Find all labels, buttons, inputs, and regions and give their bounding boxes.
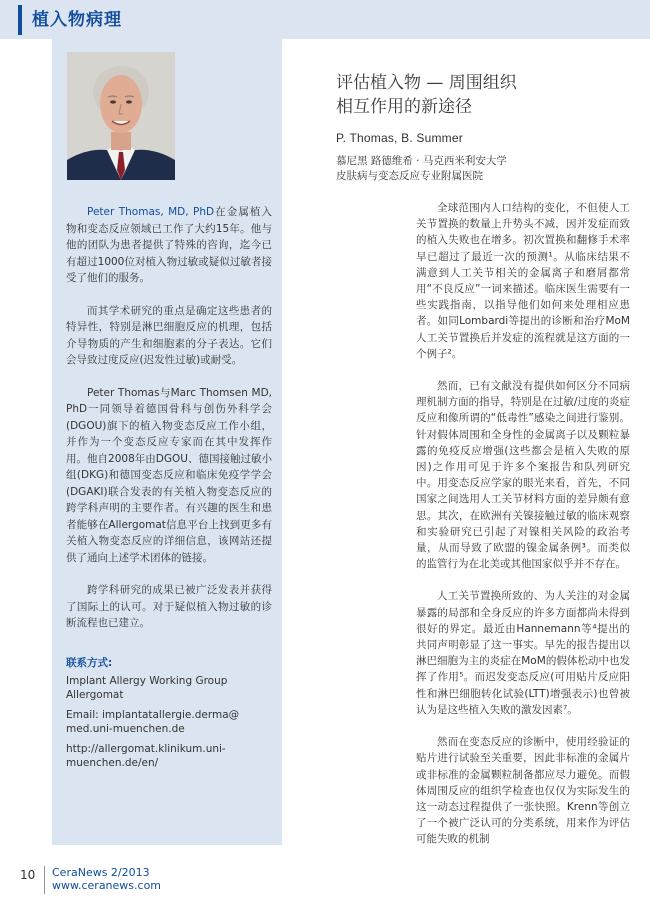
body-paragraph-3: 人工关节置换所致的、为人关注的对金属暴露的局部和全身反应的许多方面都尚未得到很好的界定。最近由Hannemann等⁴提出的共同声明彰显了这一事实。早先的报告提出以淋巴细胞为主的炎症在MoM的假体松动中也发挥了作用⁵。而迟发变态反应(可用贴片反应阳性和淋巴细胞转化试验(LTT)增强表示)也曾被认为是这些植入失败的激发因素⁷。 [416,590,630,716]
author-bio [66,204,272,648]
affiliation-line-1: 慕尼黑 路德维希 · 马克西米利安大学 [336,155,507,167]
publication-website[interactable]: www.ceranews.com [52,879,162,892]
bio-paragraph-3: Peter Thomas与Marc Thomsen MD, PhD一同领导着德国骨科与创伤外科学会(DGOU)旗下的植入物变态反应工作小组，并作为一个变态反应专家而在其中发挥作用。他自2008年由DGOU、德国接触过敏小组(DKG)和德国变态反应和临床免疫学学会(DGAKI)联合发表的有关植入物变态反应的跨学科声明的主要作者。有兴趣的医生和患者能够在Allergomat信息平台上找到更多有关植入物变态反应的详细信息，该网站还提供了通向上述学术团体的链接。 [66,386,272,564]
bio-author-name: Peter Thomas, MD, PhD [87,206,215,218]
contact-website-link[interactable]: http://allergomat.klinikum.uni-muenchen.de/en/ [66,743,226,769]
footer-divider [44,866,45,894]
article-title-line-1: 评估植入物 — 周围组织 [336,73,517,93]
bio-paragraph-2: 而其学术研究的重点是确定这些患者的特异性，特别是淋巴细胞反应的机理，包括介导物质的产生和细胞素的分子表达。它们会导致过度反应(迟发性过敏)或耐受。 [66,304,272,366]
article-authors: P. Thomas, B. Summer [336,131,463,145]
page-number: 10 [20,868,36,882]
bio-paragraph-1-text: 在金属植入物和变态反应领域已工作了大约15年。他与他的团队为患者提供了特殊的咨询，迄今已有超过1000位对植入物过敏或疑似过敏者接受了他们的服务。 [66,206,273,284]
author-photo [67,52,175,180]
contact-block [66,656,276,776]
contact-title: 联系方式: [66,657,113,669]
bio-paragraph-4: 跨学科研究的成果已被广泛发表并获得了国际上的认可。对于疑似植入物过敏的诊断流程也已建立。 [66,584,272,629]
bio-paragraph-1 [66,204,272,287]
article-body [416,200,630,864]
contact-email-line-1[interactable]: Email: implantatallergie.derma@ [66,709,240,721]
article-title-line-2: 相互作用的新途径 [336,97,472,117]
section-title: 植入物病理 [32,10,122,30]
contact-email[interactable] [66,708,276,736]
body-paragraph-4: 然而在变态反应的诊断中，使用经验证的贴片进行试验至关重要，因此非标准的金属片或非标准的金属颗粒制备都应尽力避免。而假体周围反应的组织学检查也仅仅为实际发生的这一动态过程提供了一张快照。Krenn等创立了一个被广泛认可的分类系统，用来作为评估可能失败的机制 [416,736,630,846]
article-title [336,71,636,119]
article-affiliation [336,154,636,184]
body-paragraph-1: 全球范围内人口结构的变化，不但使人工关节置换的数量上升势头不减，因并发症而致的植入失败也在增多。初次置换和翻修手术率早已超过了最近一次的预测¹。从临床结果不满意到人工关节相关的金属离子和磨屑都常用“不良反应”一词来描述。临床医生需要有一些实践指南，以指导他们如何来处理相应患者。如同Lombardi等提出的诊断和治疗MoM人工关节置换后并发症的流程就是这方面的一个例子²。 [416,202,630,360]
header-bar [0,0,650,39]
body-paragraph-2: 然而，已有文献没有提供如何区分不同病理机制方面的指导，特别是在过敏/过度的炎症反应和像所谓的“低毒性”感染之间进行鉴别。针对假体周围和全身性的金属离子以及颗粒暴露的免疫反应增强(这些都会是植入失败的原因)之作用可见于许多个案报告和队列研究中。用变态反应学家的眼光来看，首先，不同国家之间选用人工关节材料方面的差异颇有意思。其次，在欧洲有关镍接触过敏的临床观察和实验研究已引起了对镍相关风险的政治考量，从而导致了欧盟的镍金属条例³。而类似的监管行为在北美或其他国家似乎并不存在。 [416,380,630,571]
contact-email-line-2[interactable]: med.uni-muenchen.de [66,723,185,735]
affiliation-line-2: 皮肤病与变态反应专业附属医院 [336,170,483,182]
publication-issue: CeraNews 2/2013 [52,866,150,879]
header-accent [18,5,22,35]
contact-organization: Implant Allergy Working Group Allergomat [66,675,228,701]
footer-publication [52,866,161,892]
